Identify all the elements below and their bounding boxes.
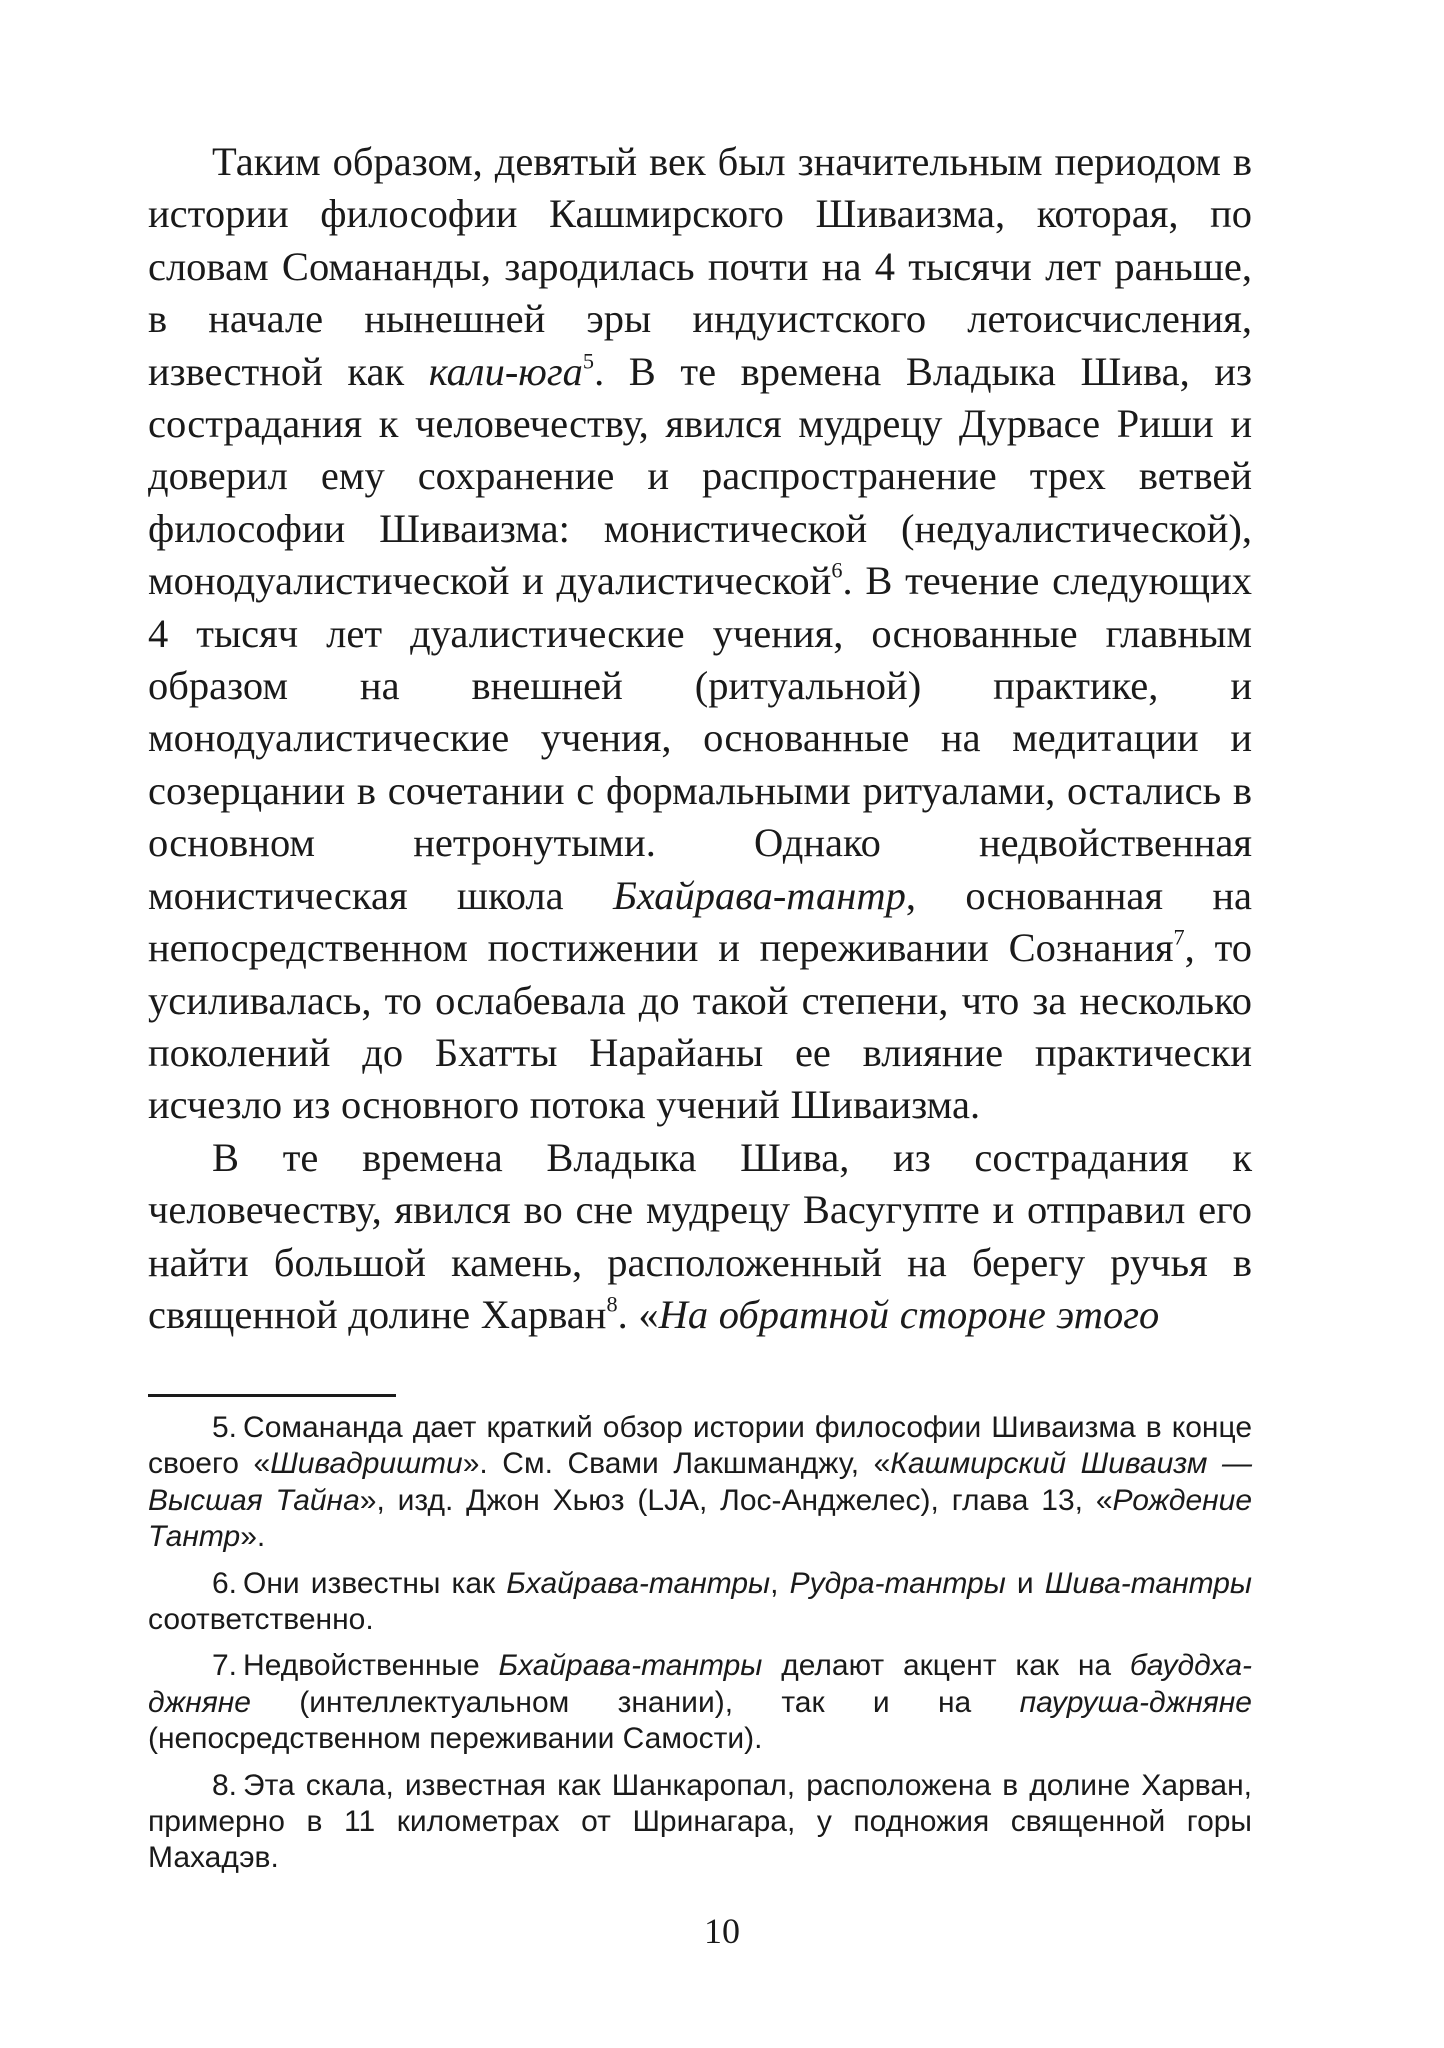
text-run: соответственно.	[148, 1603, 374, 1637]
text-run: , то усиливалась, то ослабевала до такой степени, что за несколько поколений до Бхатты Нарайаны ее влияние практически исчезло из основного потока учений Шиваизма.	[148, 925, 1252, 1128]
italic-term: Бхайрава-тантры	[498, 1649, 763, 1683]
italic-term: На обратной стороне этого	[658, 1291, 1160, 1337]
footnote	[148, 1410, 1252, 1556]
italic-term: Кашмирский Шиваизм — Высшая Тайна	[148, 1447, 1252, 1517]
text-run: Недвойственные	[243, 1649, 499, 1683]
italic-term: Шива-тантры	[1044, 1566, 1252, 1600]
text-run: В те времена Владыка Шива, из сострадания к человечеству, явился во сне мудрецу Васугупте и отправил его найти большой камень, расположенный на берегу ручья в священной долине Харван	[148, 1134, 1252, 1337]
text-run: делают акцент как на	[762, 1649, 1130, 1683]
footnote	[148, 1768, 1252, 1877]
footnote-number: 8.	[212, 1768, 238, 1802]
text-run: », изд. Джон Хьюз (LJA, Лос-Анджелес), глава 13, «	[359, 1483, 1113, 1517]
text-run: Они известны как	[243, 1566, 507, 1600]
text-run: Сомананда дает краткий обзор истории философии Шиваизма в конце своего «	[148, 1411, 1252, 1481]
text-run: ,	[770, 1566, 790, 1600]
text-run: ».	[240, 1520, 266, 1554]
footnote-reference: 7	[1173, 924, 1185, 950]
text-run: (интеллектуальном знании), так и на	[250, 1685, 1020, 1719]
footnote-number: 7.	[212, 1649, 238, 1683]
body-paragraph	[148, 136, 1252, 1132]
footnote-number: 5.	[212, 1411, 238, 1444]
main-text	[148, 136, 1252, 1341]
italic-term: бауддха-джняне	[148, 1649, 1252, 1719]
footnote-separator	[148, 1394, 396, 1397]
page-number: 10	[704, 1911, 740, 1951]
footnote	[148, 1566, 1252, 1639]
text-run: . «	[617, 1291, 659, 1337]
text-run: . В течение следующих 4 тысяч лет дуалистические учения, основанные главным образом на внешней (ритуальной) практике, и монодуалистические учения, основанные на медитации и созерцании в сочетании с формальными ритуалами, остались в основном нетронутыми. Однако недвойственная монистическая школа	[148, 558, 1252, 918]
italic-term: Рудра-тантры	[789, 1566, 1006, 1600]
text-run: Эта скала, известная как Шанкаропал, расположена в долине Харван, примерно в 11 километрах от Шринагара, у подножия священной горы Махадэв.	[148, 1768, 1252, 1875]
italic-term: Рождение Тантр	[148, 1483, 1253, 1554]
footnote	[148, 1648, 1252, 1757]
italic-term: пауруша-джняне	[1019, 1685, 1252, 1719]
footnote-reference: 5	[582, 347, 595, 373]
text-run: (непосредственном переживании Самости).	[148, 1722, 763, 1756]
text-run: Таким образом, девятый век был значительным периодом в истории философии Кашмирского Шиваизма, которая, по словам Сомананды, зародилась почти на 4 тысячи лет раньше, в начале нынешней эры индуистского летоисчисления, известной как	[148, 139, 1252, 394]
text-run: , основанная на непосредственном постижении и переживании Сознания	[148, 872, 1252, 971]
body-paragraph	[148, 1132, 1252, 1342]
text-run: . В те времена Владыка Шива, из сострадания к человечеству, явился мудрецу Дурвасе Риши и доверил ему сохранение и распространение трех ветвей философии Шиваизма: монистической (недуалистической), монодуалистической и дуалистической	[148, 348, 1252, 604]
text-run: и	[1005, 1566, 1045, 1600]
footnote-reference: 6	[831, 557, 843, 583]
text-run: ». См. Свами Лакшманджу, «	[462, 1447, 891, 1481]
italic-term: Шивадришти	[270, 1447, 463, 1481]
footnote-number: 6.	[212, 1566, 238, 1600]
italic-term: Бхайрава-тантр	[612, 872, 906, 918]
italic-term: кали-юга	[428, 348, 583, 394]
footnote-reference: 8	[606, 1291, 618, 1317]
italic-term: Бхайрава-тантры	[506, 1566, 771, 1600]
footnotes	[148, 1410, 1252, 1887]
